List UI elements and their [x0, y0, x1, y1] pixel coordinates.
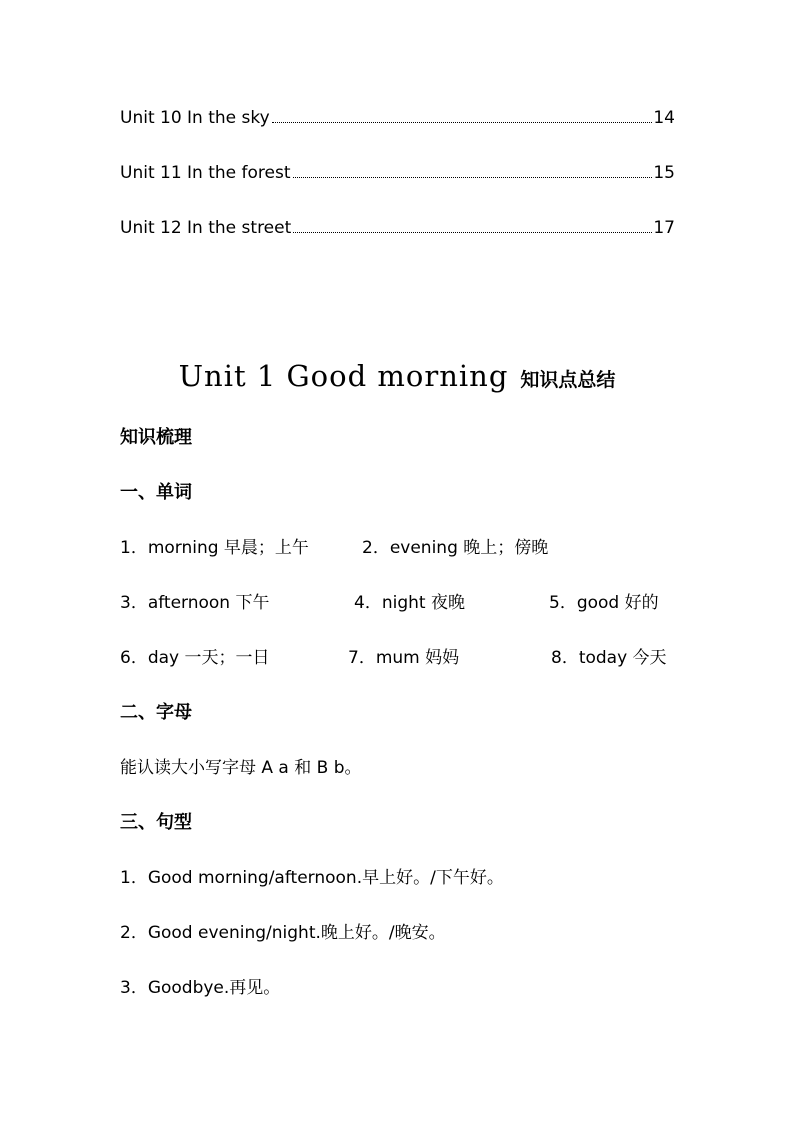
toc-entry-unit-10[interactable]	[120, 107, 675, 129]
toc-entry-unit-12[interactable]	[120, 217, 675, 239]
vocab-item: 6．day 一天；一日	[120, 648, 270, 668]
toc-leader-dots	[293, 231, 652, 233]
section-heading-knowledge: 知识梳理	[120, 427, 192, 448]
letters-heading: 二、字母	[120, 702, 192, 723]
vocab-item: 1．morning 早晨；上午	[120, 538, 309, 558]
unit-title-english: Unit 1 Good morning	[178, 359, 509, 393]
vocab-item: 3．afternoon 下午	[120, 593, 270, 613]
sentence-item: 3．Goodbye.再见。	[120, 978, 281, 998]
vocab-item: 7．mum 妈妈	[348, 648, 460, 668]
sentence-item: 1．Good morning/afternoon.早上好。/下午好。	[120, 868, 504, 888]
toc-leader-dots	[272, 121, 653, 123]
toc-title: Unit 12 In the street	[120, 218, 292, 238]
vocab-item: 8．today 今天	[551, 648, 667, 668]
vocab-item: 2．evening 晚上；傍晚	[362, 538, 549, 558]
vocab-item: 5．good 好的	[549, 593, 659, 613]
letters-text: 能认读大小写字母 A a 和 B b。	[120, 758, 362, 778]
toc-leader-dots	[293, 176, 653, 178]
sentence-item: 2．Good evening/night.晚上好。/晚安。	[120, 923, 446, 943]
toc-page-number: 15	[653, 163, 675, 183]
unit-title	[0, 356, 794, 401]
toc-page-number: 17	[653, 218, 675, 238]
toc-entry-unit-11[interactable]	[120, 162, 675, 184]
toc-title: Unit 11 In the forest	[120, 163, 291, 183]
toc-title: Unit 10 In the sky	[120, 108, 270, 128]
sentences-heading: 三、句型	[120, 812, 192, 833]
toc-page-number: 14	[653, 108, 675, 128]
vocab-heading: 一、单词	[120, 482, 192, 503]
vocab-item: 4．night 夜晚	[354, 593, 465, 613]
unit-title-chinese: 知识点总结	[520, 369, 616, 391]
